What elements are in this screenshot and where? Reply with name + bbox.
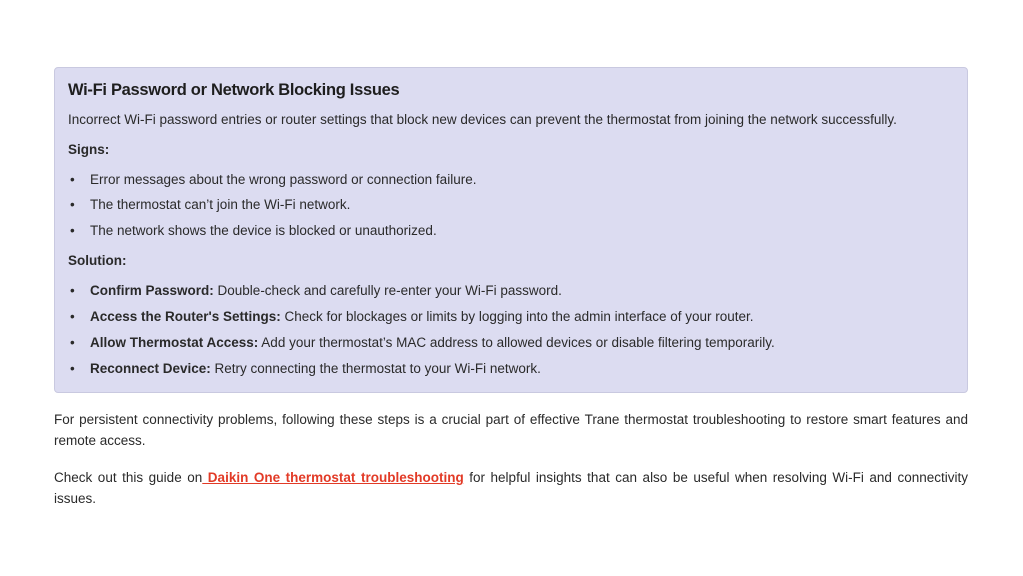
card-intro: Incorrect Wi-Fi password entries or router settings that block new devices can prevent the thermostat from joining the network successfully. [68,112,897,127]
solution-text: Retry connecting the thermostat to your Wi-Fi network. [210,361,541,376]
bullet: • [70,283,75,298]
card-title: Wi-Fi Password or Network Blocking Issues [68,81,400,99]
solution-item [90,334,775,352]
bullet: • [70,361,75,376]
sign-item: The network shows the device is blocked or unauthorized. [90,223,437,238]
signs-label: Signs: [68,142,110,157]
sign-item: The thermostat can’t join the Wi-Fi network. [90,197,351,212]
solution-term: Confirm Password: [90,283,214,298]
persistent-problems-paragraph: For persistent connectivity problems, following these steps is a crucial part of effective Trane thermostat troubleshooting to restore smart features and remote access. [54,412,968,448]
bullet: • [70,223,75,238]
info-card [54,67,968,393]
solution-term: Access the Router's Settings: [90,309,281,324]
solution-term: Reconnect Device: [90,361,211,376]
guide-text-after: for helpful insights that can also be useful when resolving Wi-Fi and connectivity issues. [54,470,969,506]
guide-paragraph [54,467,968,509]
solution-text: Double-check and carefully re-enter your Wi-Fi password. [213,283,562,298]
solution-term: Allow Thermostat Access: [90,335,259,350]
solution-text: Add your thermostat’s MAC address to allowed devices or disable filtering temporarily. [258,335,775,350]
sign-item: Error messages about the wrong password or connection failure. [90,172,477,187]
daikin-guide-link[interactable]: Daikin One thermostat troubleshooting [202,470,464,485]
solution-text: Check for blockages or limits by logging into the admin interface of your router. [280,309,754,324]
guide-text-before: Check out this guide on [54,470,203,485]
bullet: • [70,335,75,350]
solution-label: Solution: [68,253,127,268]
bullet: • [70,197,75,212]
solution-item [90,360,541,378]
solution-item [90,308,754,326]
solution-item [90,282,562,300]
bullet: • [70,309,75,324]
bullet: • [70,172,75,187]
